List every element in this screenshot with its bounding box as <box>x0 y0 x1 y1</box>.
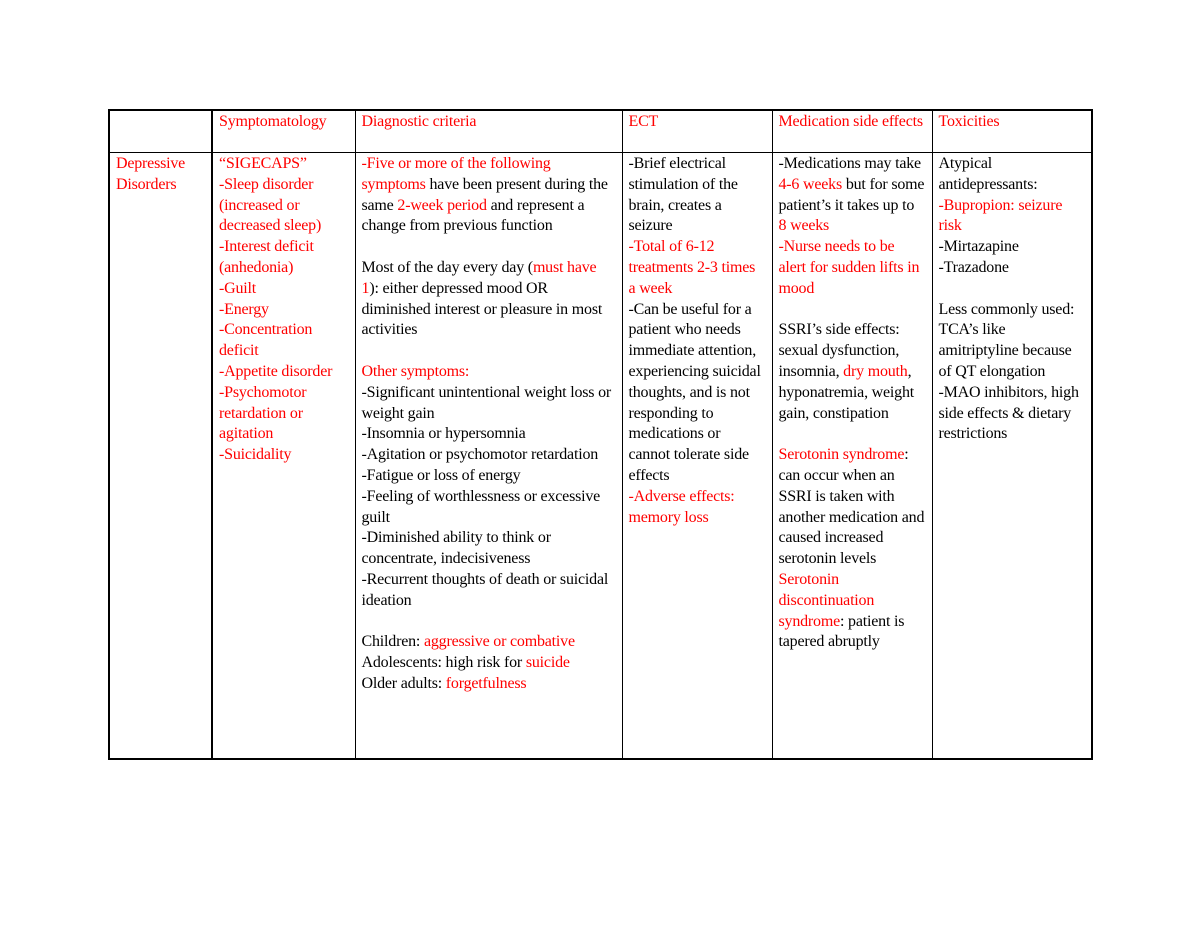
serotonin-discontinuation <box>779 570 926 653</box>
other-symptom-item: -Fatigue or loss of energy <box>361 466 521 484</box>
diagnostic-p1-text: have been present during the same <box>361 175 608 214</box>
header-row <box>109 110 1092 153</box>
header-medication-side-effects: Medication side effects <box>772 110 932 153</box>
older-adults-value: forgetfulness <box>445 674 527 692</box>
older-adults-label: Older adults: <box>361 674 446 692</box>
header-ect: ECT <box>622 110 772 153</box>
diagnostic-p2-text: Most of the day every day ( <box>361 258 533 276</box>
ect-treatments: -Total of 6-12 treatments 2-3 times a week <box>628 238 756 297</box>
toxicities-cell <box>932 153 1092 760</box>
header-symptomatology: Symptomatology <box>212 110 355 153</box>
sigecaps-title: “SIGECAPS” <box>219 155 307 172</box>
adolescents-value: suicide <box>525 654 570 672</box>
symptomatology-cell <box>212 153 355 760</box>
header-toxicities: Toxicities <box>932 110 1092 153</box>
adolescents-label: Adolescents: high risk for <box>361 654 526 672</box>
medication-onset <box>779 154 926 237</box>
symptom-item: -Psychomotor retardation or agitation <box>219 383 307 443</box>
other-symptom-item: -Recurrent thoughts of death or suicidal ideation <box>361 570 609 609</box>
ssri-rest: , hyponatremia, weight gain, constipation <box>778 362 915 422</box>
symptom-item: -Appetite disorder <box>219 362 333 380</box>
diagnostic-p1-rest: and represent a change from previous function <box>361 196 585 235</box>
diagnostic-p1-period: 2-week period <box>397 196 487 214</box>
serotonin-syndrome-text: : can occur when an SSRI is taken with another medication and caused increased serotonin levels <box>778 446 925 568</box>
children-label: Children: <box>361 633 424 651</box>
ssri-text: SSRI’s side effects: sexual dysfunction, insomnia, <box>778 321 900 380</box>
trazadone-item: -Trazadone <box>938 258 1009 276</box>
symptom-item: -Guilt <box>219 279 257 297</box>
ect-usefulness: -Can be useful for a patient who needs immediate attention, experiencing suicidal thoughts, and is not responding to medications or cannot tolerate side effects <box>628 300 761 484</box>
symptom-item: -Suicidality <box>219 446 292 464</box>
mirtazapine-item: -Mirtazapine <box>938 238 1019 256</box>
symptom-item: -Sleep disorder (increased or decreased sleep) <box>219 175 322 235</box>
diagnostic-p2-must: must have 1 <box>361 258 597 297</box>
bupropion-item: -Bupropion: seizure risk <box>938 196 1063 235</box>
older-adults-line <box>362 674 616 695</box>
diagnostic-paragraph-1 <box>362 154 616 237</box>
ect-cell <box>622 153 772 760</box>
ect-description: -Brief electrical stimulation of the brain, creates a seizure <box>628 155 738 235</box>
symptom-item: -Interest deficit (anhedonia) <box>219 238 314 276</box>
ssri-side-effects <box>779 320 926 424</box>
medication-side-effects-cell <box>772 153 932 760</box>
depression-notes-table <box>108 109 1093 760</box>
medication-onset-text: -Medications may take <box>778 155 921 172</box>
serotonin-discontinuation-text: : patient is tapered abruptly <box>778 612 905 651</box>
symptom-item: -Concentration deficit <box>219 321 313 360</box>
symptom-item: -Energy <box>219 300 269 318</box>
other-symptom-item: -Insomnia or hypersomnia <box>361 425 526 443</box>
diagnostic-criteria-cell <box>355 153 622 760</box>
other-symptom-item: -Diminished ability to think or concentrate, indecisiveness <box>361 529 551 568</box>
medication-nurse-alert: -Nurse needs to be alert for sudden lifts in mood <box>778 238 920 297</box>
mao-inhibitors-note: -MAO inhibitors, high side effects & dietary restrictions <box>938 383 1079 443</box>
header-diagnostic-criteria: Diagnostic criteria <box>355 110 622 153</box>
other-symptom-item: -Significant unintentional weight loss or weight gain <box>361 383 612 422</box>
header-corner-cell <box>109 110 212 153</box>
atypical-antidepressants: Atypical antidepressants: <box>938 155 1038 193</box>
serotonin-syndrome-title: Serotonin syndrome <box>778 446 905 464</box>
medication-onset-mid: but for some patient’s it takes up to <box>778 175 925 214</box>
diagnostic-paragraph-2 <box>362 258 616 341</box>
serotonin-syndrome <box>779 445 926 570</box>
ssri-dry-mouth: dry mouth <box>843 362 908 380</box>
diagnostic-p1-highlight: -Five or more of the following symptoms <box>361 155 551 193</box>
tca-note: Less commonly used: TCA’s like amitriptyline because of QT elongation <box>938 300 1075 380</box>
children-line <box>362 632 616 653</box>
ect-adverse-effects: -Adverse effects: memory loss <box>628 487 735 526</box>
medication-onset-weeks: 4-6 weeks <box>778 175 843 193</box>
serotonin-discontinuation-title: Serotonin discontinuation syndrome <box>778 570 875 630</box>
other-symptom-item: -Feeling of worthlessness or excessive guilt <box>361 487 601 526</box>
other-symptoms-title: Other symptoms: <box>361 362 470 380</box>
diagnostic-p2-rest: ): either depressed mood OR diminished interest or pleasure in most activities <box>361 279 603 339</box>
medication-onset-max: 8 weeks <box>778 217 830 235</box>
depressive-disorders-row <box>109 153 1092 760</box>
adolescents-line <box>362 653 616 674</box>
other-symptom-item: -Agitation or psychomotor retardation <box>361 446 599 464</box>
children-value: aggressive or combative <box>423 633 575 651</box>
row-label-depressive-disorders: Depressive Disorders <box>109 153 212 760</box>
